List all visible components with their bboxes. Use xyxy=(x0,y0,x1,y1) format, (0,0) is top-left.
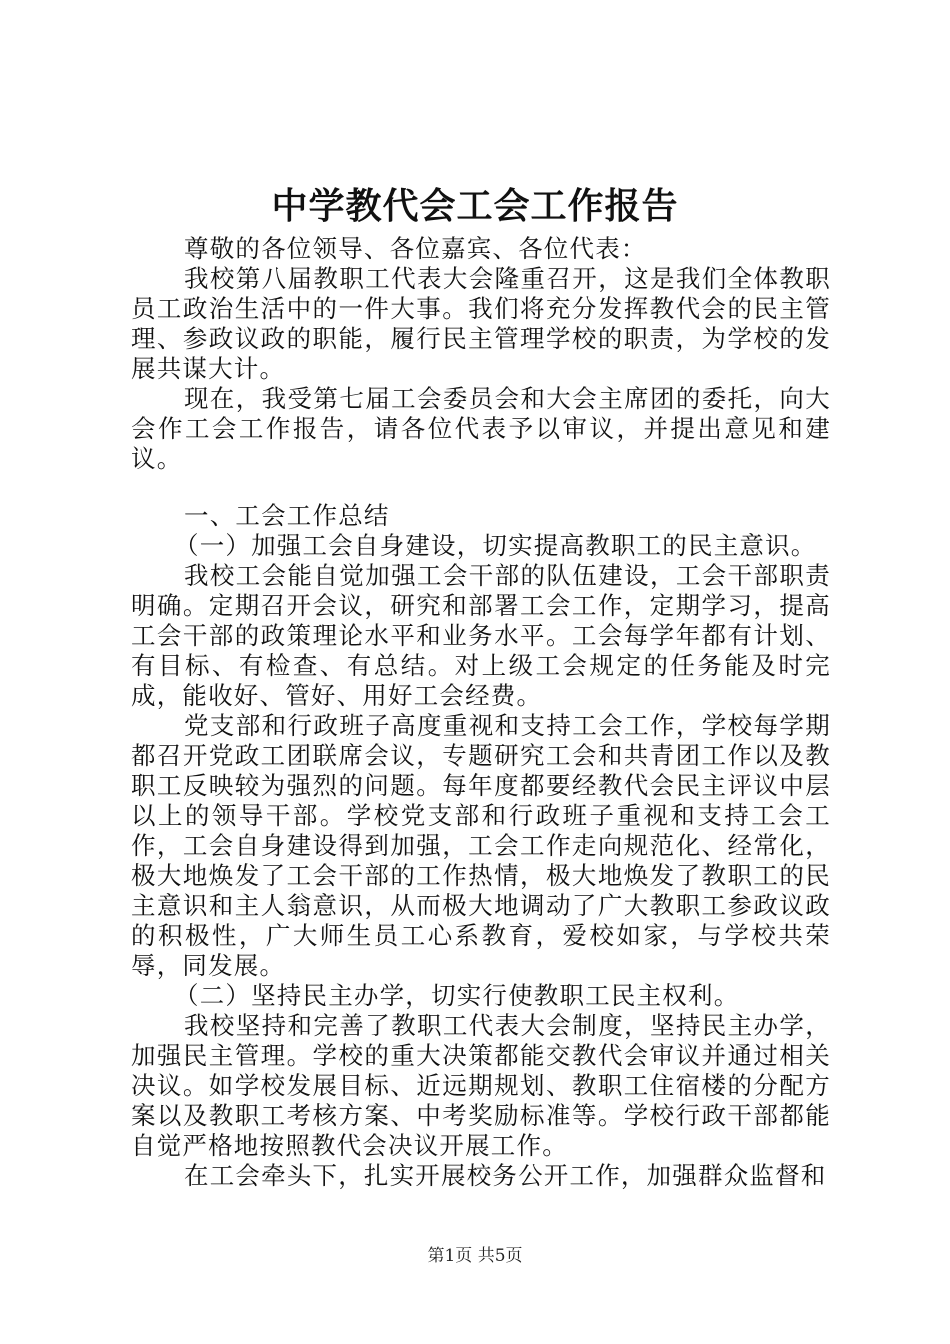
page-number-footer: 第1页 共5页 xyxy=(427,1246,523,1266)
section-heading-1: 一、工会工作总结 xyxy=(184,501,390,530)
body-paragraph-4: 在工会牵头下，扎实开展校务公开工作，加强群众监督和 xyxy=(184,1161,827,1190)
subsection-heading-2: （二）坚持民主办学，切实行使教职工民主权利。 xyxy=(174,981,740,1010)
document-title: 中学教代会工会工作报告 xyxy=(271,185,679,227)
body-paragraph-2: 党支部和行政班子高度重视和支持工会工作，学校每学期都召开党政工团联席会议，专题研究工会和共青团工作以及教职工反映较为强烈的问题。每年度都要经教代会民主评议中层以上的领导干部。学校党支部和行政班子重视和支持工会工作，工会自身建设得到加强，工会工作走向规范化、经常化，极大地焕发了工会干部的工作热情，极大地焕发了教职工的民主意识和主人翁意识，从而极大地调动了广大教职工参政议政的积极性，广大师生员工心系教育，爱校如家，与学校共荣辱，同发展。 xyxy=(131,711,831,980)
body-paragraph-1: 我校工会能自觉加强工会干部的队伍建设，工会干部职责明确。定期召开会议，研究和部署工会工作，定期学习，提高工会干部的政策理论水平和业务水平。工会每学年都有计划、有目标、有检查、有总结。对上级工会规定的任务能及时完成，能收好、管好、用好工会经费。 xyxy=(131,561,831,710)
salutation-paragraph: 尊敬的各位领导、各位嘉宾、各位代表： xyxy=(184,234,647,263)
subsection-heading-1: （一）加强工会自身建设，切实提高教职工的民主意识。 xyxy=(174,531,817,560)
report-intro-paragraph: 现在，我受第七届工会委员会和大会主席团的委托，向大会作工会工作报告，请各位代表予以审议，并提出意见和建议。 xyxy=(131,384,831,473)
document-body xyxy=(131,234,831,1191)
opening-paragraph: 我校第八届教职工代表大会隆重召开，这是我们全体教职员工政治生活中的一件大事。我们将充分发挥教代会的民主管理、参政议政的职能，履行民主管理学校的职责，为学校的发展共谋大计。 xyxy=(131,264,831,383)
paragraph-spacer xyxy=(131,474,831,501)
body-paragraph-3: 我校坚持和完善了教职工代表大会制度，坚持民主办学，加强民主管理。学校的重大决策都能交教代会审议并通过相关决议。如学校发展目标、近远期规划、教职工住宿楼的分配方案以及教职工考核方案、中考奖励标准等。学校行政干部都能自觉严格地按照教代会决议开展工作。 xyxy=(131,1011,831,1160)
